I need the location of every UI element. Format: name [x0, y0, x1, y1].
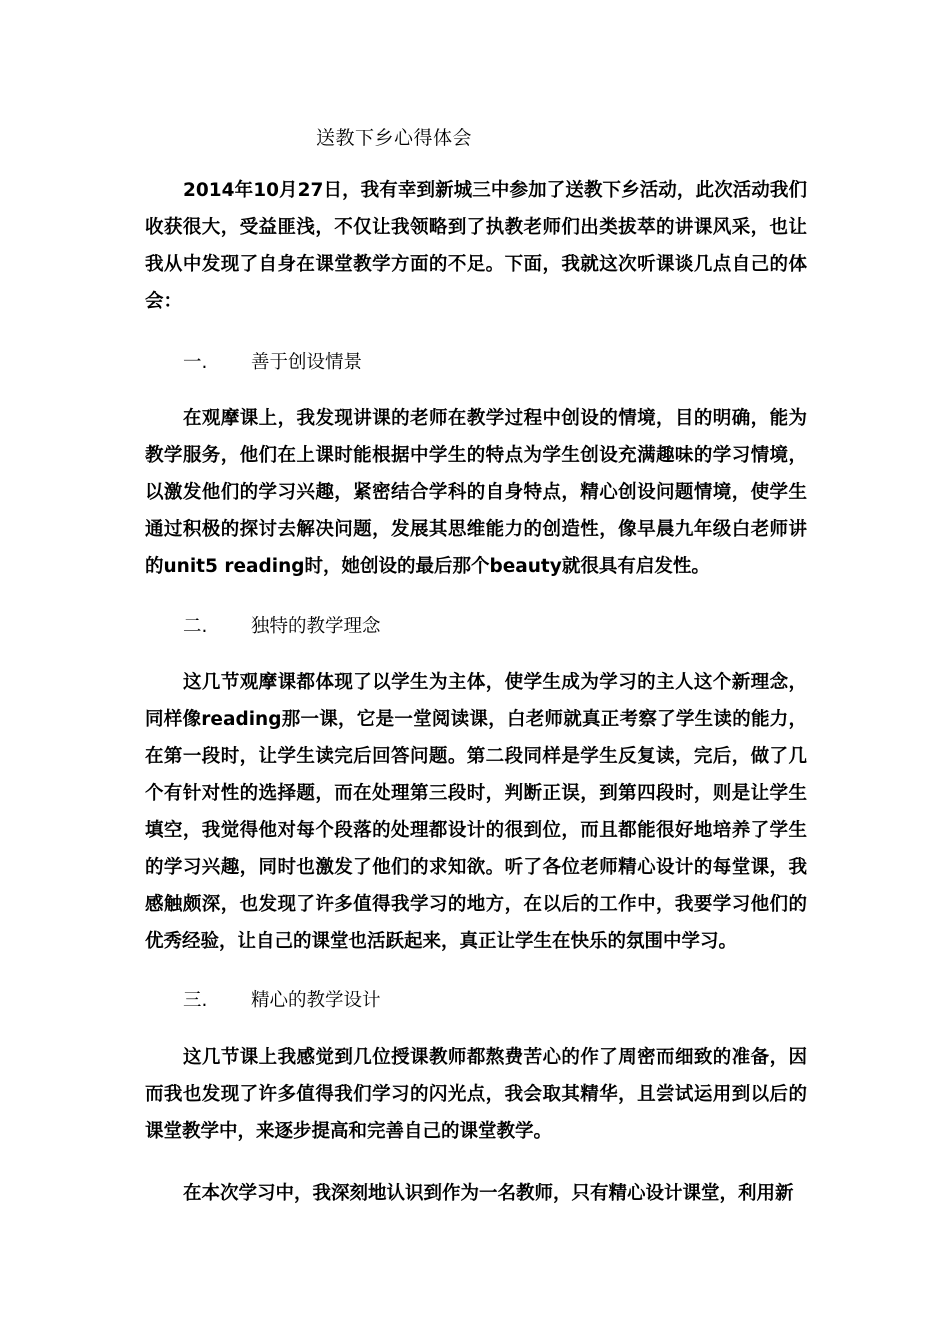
section-number: 三. — [183, 990, 208, 1011]
closing-paragraph: 在本次学习中，我深刻地认识到作为一名教师，只有精心设计课堂，利用新 — [183, 1183, 794, 1204]
section-body-2: 这几节观摩课都体现了以学生为主体，使学生成为学习的主人这个新理念，同样像reading那一课，它是一堂阅读课，白老师就真正考察了学生读的能力，在第一段时，让学生读完后回答问题。第二段同样是学生反复读，完后，做了几个有针对性的选择题，而在处理第三段时，判断正误，到第四段时，则是让学生填空，我觉得他对每个段落的处理都设计的很到位，而且都能很好地培养了学生的学习兴趣，同时也激发了他们的求知欲。听了各位老师精心设计的每堂课，我感触颇深，也发现了许多值得我学习的地方，在以后的工作中，我要学习他们的优秀经验，让自己的课堂也活跃起来，真正让学生在快乐的氛围中学习。 — [145, 672, 807, 952]
document-title: 送教下乡心得体会 — [316, 127, 473, 149]
intro-paragraph: 2014年10月27日，我有幸到新城三中参加了送教下乡活动，此次活动我们收获很大，受益匪浅，不仅让我领略到了执教老师们出类拔萃的讲课风采，也让我从中发现了自身在课堂教学方面的不足。下面，我就这次听课谈几点自己的体会： — [145, 180, 807, 312]
section-heading-3 — [183, 986, 381, 1016]
section-number: 二. — [183, 616, 208, 637]
section-body-1: 在观摩课上，我发现讲课的老师在教学过程中创设的情境，目的明确，能为教学服务，他们在上课时能根据中学生的特点为学生创设充满趣味的学习情境，以激发他们的学习兴趣，紧密结合学科的自身特点，精心创设问题情境，使学生通过积极的探讨去解决问题，发展其思维能力的创造性，像早晨九年级白老师讲的unit5 reading时，她创设的最后那个beauty就很具有启发性。 — [145, 408, 807, 577]
section-heading-text: 善于创设情景 — [251, 352, 363, 373]
section-body-3: 这几节课上我感觉到几位授课教师都熬费苦心的作了周密而细致的准备，因而我也发现了许多值得我们学习的闪光点，我会取其精华，且尝试运用到以后的课堂教学中，来逐步提高和完善自己的课堂教学。 — [145, 1047, 807, 1142]
section-number: 一. — [183, 352, 208, 373]
section-heading-text: 独特的教学理念 — [251, 616, 381, 637]
section-heading-text: 精心的教学设计 — [251, 990, 381, 1011]
section-heading-2 — [183, 612, 381, 642]
section-heading-1 — [183, 348, 362, 378]
